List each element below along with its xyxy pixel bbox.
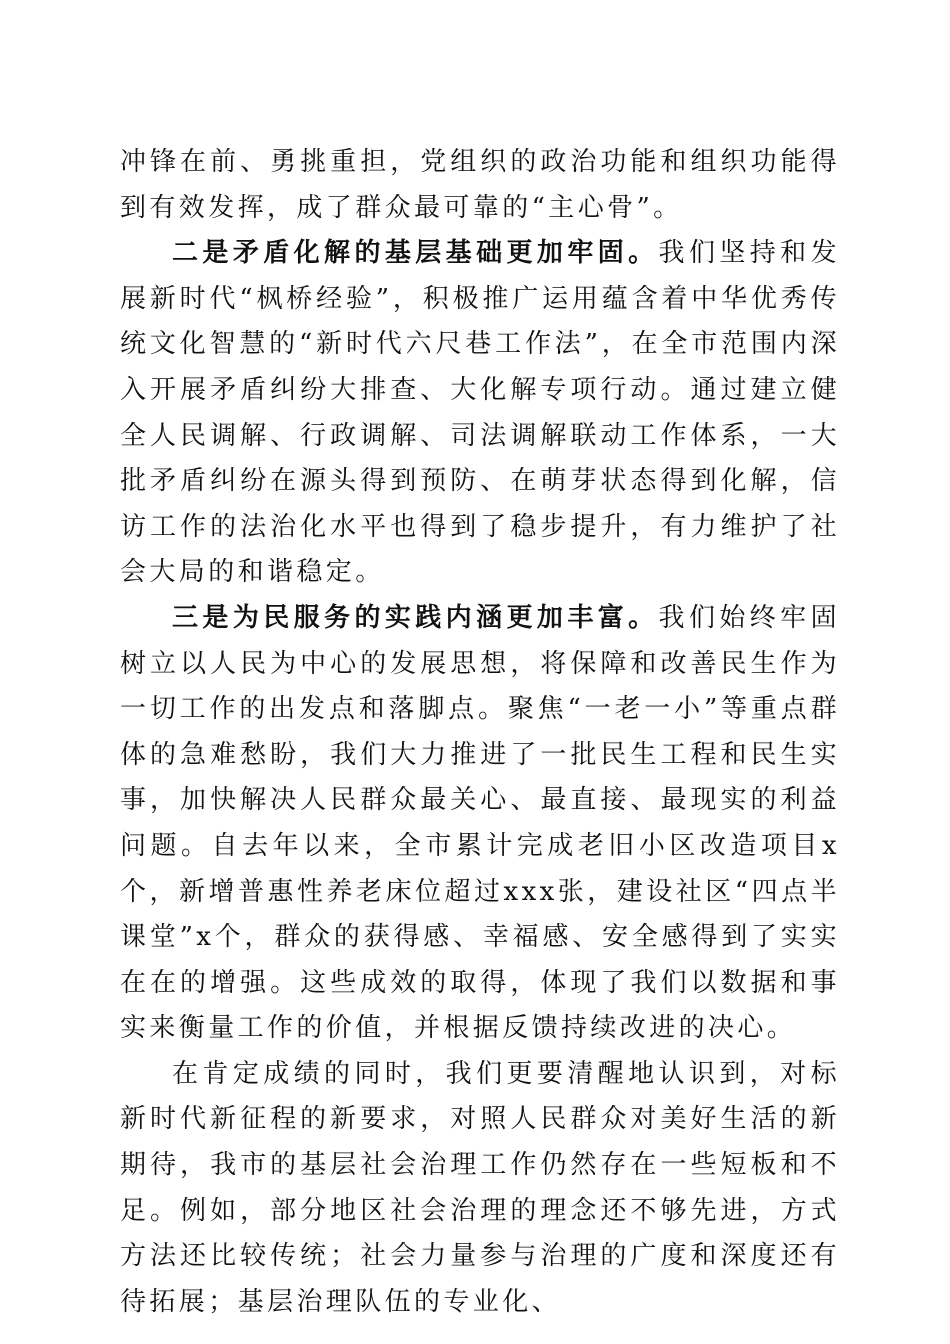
paragraph-public-service bbox=[120, 596, 840, 1052]
paragraph-text: 在肯定成绩的同时，我们更要清醒地认识到，对标新时代新征程的新要求，对照人民群众对美好生活的新期待，我市的基层社会治理工作仍然存在一些短板和不足。例如，部分地区社会治理的理念还不够先进，方式方法还比较传统；社会力量参与治理的广度和深度还有待拓展；基层治理队伍的专业化、 bbox=[120, 1058, 840, 1317]
paragraph-conflict-resolution bbox=[120, 231, 840, 596]
paragraph-text: 我们始终牢固树立以人民为中心的发展思想，将保障和改善民生作为一切工作的出发点和落脚点。聚焦“一老一小”等重点群体的急难愁盼，我们大力推进了一批民生工程和民生实事，加快解决人民群众最关心、最直接、最现实的利益问题。自去年以来，全市累计完成老旧小区改造项目x个，新增普惠性养老床位超过xxx张，建设社区“四点半课堂”x个，群众的获得感、幸福感、安全感得到了实实在在的增强。这些成效的取得，体现了我们以数据和事实来衡量工作的价值，并根据反馈持续改进的决心。 bbox=[120, 602, 840, 1044]
paragraph-lead-heading: 三是为民服务的实践内涵更加丰富。 bbox=[172, 602, 659, 633]
paragraph-text: 我们坚持和发展新时代“枫桥经验”，积极推广运用蕴含着中华优秀传统文化智慧的“新时代六尺巷工作法”，在全市范围内深入开展矛盾纠纷大排查、大化解专项行动。通过建立健全人民调解、行政调解、司法调解联动工作体系，一大批矛盾纠纷在源头得到预防、在萌芽状态得到化解，信访工作的法治化水平也得到了稳步提升，有力维护了社会大局的和谐稳定。 bbox=[120, 238, 840, 588]
document-body bbox=[120, 140, 840, 1325]
paragraph-lead-heading: 二是矛盾化解的基层基础更加牢固。 bbox=[172, 238, 659, 269]
paragraph-continuation bbox=[120, 140, 840, 231]
paragraph-shortcomings bbox=[120, 1052, 840, 1326]
paragraph-text: 冲锋在前、勇挑重担，党组织的政治功能和组织功能得到有效发挥，成了群众最可靠的“主心骨”。 bbox=[120, 147, 840, 223]
